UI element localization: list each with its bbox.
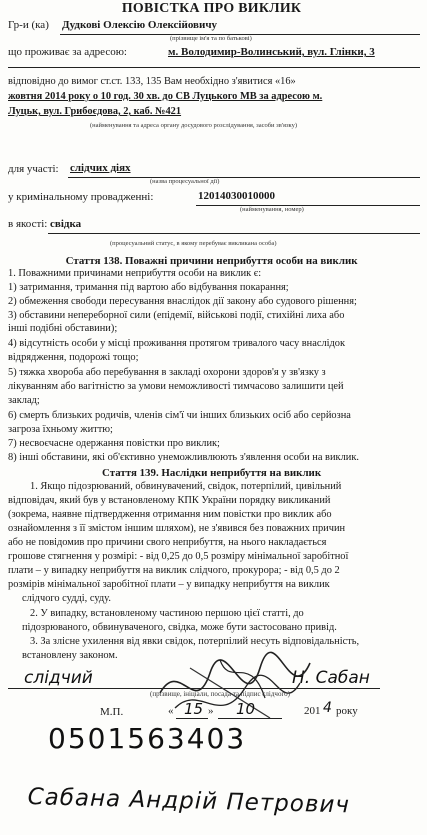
article-138-line: загроза їхньому життю;	[8, 424, 113, 435]
date-day: 15	[184, 700, 204, 718]
document-title: ПОВІСТКА ПРО ВИКЛИК	[121, 1, 302, 16]
date-month-underline	[218, 718, 282, 719]
proceeding-underline	[196, 205, 420, 206]
article-139-line: грошове стягнення у розмірі: - від 0,25 до 0,5 розміру мінімальної заробітної	[8, 551, 349, 562]
addressee-name: Дудкові Олексію Олексійовичу	[62, 19, 218, 31]
capacity-caption: (процесуальний статус, в якому перебуває викликана особа)	[110, 240, 277, 247]
participation-caption: (назва процесуальної дії)	[150, 178, 220, 185]
article-139-line: (зокрема, наявне підтвердження отримання ним повістки про виклик або	[8, 509, 332, 520]
article-139-line: ознайомлення з її змістом іншим шляхом), не з'явився без поважних причин	[8, 523, 346, 534]
date-close-quote: »	[208, 705, 214, 717]
article-139-line: плати – у випадку неприбуття на виклик слідчого, прокурора; - від 0,5 до 2	[8, 565, 340, 576]
article-138-line: відрядження, подорожі тощо;	[8, 352, 139, 363]
article-139-line: відповідач, який був у встановленому КПК України порядку викликаний	[8, 495, 331, 506]
article-138-line: заклад;	[8, 395, 40, 406]
proceeding-caption: (найменування, номер)	[240, 206, 304, 213]
handwritten-name: Сабана Андрій Петрович	[27, 784, 351, 819]
article-138-line: 5) тяжка хвороба або перебування в закладі охорони здоров'я у зв'язку з	[8, 367, 326, 378]
article-138-line: 6) смерть близьких родичів, членів сім'ї чи інших близьких осіб або серйозна	[8, 410, 351, 421]
article-139-line: 2. У випадку, встановленому частиною першою цієї статті, до	[30, 608, 304, 619]
article-139-line: підозрюваного, обвинуваченого, свідка, може бути застосовано привід.	[22, 622, 337, 633]
handwritten-position: слідчий	[24, 668, 93, 688]
date-year-prefix: 201	[304, 705, 321, 717]
article-138-line: 2) обмеження свободи пересування внаслідок дії закону або судового рішення;	[8, 296, 357, 307]
summons-caption: (найменування та адреса органу досудового розслідування, засоби зв'язку)	[90, 122, 298, 129]
article-138-line: 7) несвоєчасне одержання повістки про виклик;	[8, 438, 220, 449]
article-139-line: слідчого судді, суду.	[22, 593, 111, 604]
article-138-line: інші подібні обставини);	[8, 323, 118, 334]
summons-line-2: жовтня 2014 року о 10 год. 30 хв. до СВ Луцького МВ за адресою м.	[8, 91, 323, 102]
article-139-heading: Стаття 139. Наслідки неприбуття на виклик	[102, 467, 322, 479]
article-138-line: 4) відсутність особи у місці проживання протягом тривалого часу внаслідок	[8, 338, 346, 349]
proceeding-number: 12014030010000	[198, 190, 275, 202]
article-138-line: 8) інші обставини, які об'єктивно унеможливлюють з'явлення особи на виклик.	[8, 452, 359, 463]
proceeding-prefix: у кримінальному провадженні:	[8, 191, 154, 203]
capacity-prefix: в якості:	[8, 218, 48, 230]
date-month: 10	[236, 700, 256, 718]
article-139-line: 1. Якщо підозрюваний, обвинувачений, свідок, потерпілий, цивільний	[30, 481, 342, 492]
handwritten-phone: 0501563403	[48, 722, 247, 755]
addressee-caption: (прізвище ім'я та по батькові)	[170, 35, 252, 42]
stamp-label: М.П.	[100, 706, 124, 718]
addressee-prefix: Гр-и (ка)	[8, 19, 49, 31]
summons-line-3: Луцьк, вул. Грибоєдова, 2, каб. №421	[8, 106, 182, 117]
article-138-line: 3) обставини непереборної сили (епідемії, військові події, стихійні лиха або	[8, 310, 345, 321]
handwritten-signature: Н. Сабан	[292, 668, 370, 688]
article-138-line: лікуванням або вагітністю за умови неможливості тимчасово залишити цей	[8, 381, 344, 392]
capacity-value: свідка	[50, 218, 82, 230]
article-139-line: розмірів мінімальної заробітної плати – у випадку неприбуття на виклик	[8, 579, 330, 590]
participation-prefix: для участі:	[8, 163, 59, 175]
capacity-underline	[48, 233, 420, 234]
article-139-line: встановлену законом.	[22, 650, 118, 661]
residence-prefix: що проживає за адресою:	[8, 46, 127, 58]
residence-underline	[8, 67, 420, 68]
article-139-line: або не повідомив про причини свого неприбуття, на нього накладається	[8, 537, 327, 548]
date-open-quote: «	[168, 705, 174, 717]
participation-value: слідчих діях	[70, 162, 131, 174]
participation-underline	[68, 177, 420, 178]
article-138-heading: Стаття 138. Поважні причини неприбуття особи на виклик	[65, 255, 358, 267]
article-138-line: 1. Поважними причинами неприбуття особи на виклик є:	[8, 268, 262, 279]
date-day-underline	[176, 718, 208, 719]
summons-line-1: відповідно до вимог ст.ст. 133, 135 Вам необхідно з'явитися «16»	[8, 76, 296, 87]
article-138-line: 1) затримання, тримання під вартою або відбування покарання;	[8, 282, 289, 293]
date-year-suffix: року	[336, 705, 358, 717]
article-139-line: 3. За злісне ухилення від явки свідок, потерпілий несуть відповідальність,	[30, 636, 360, 647]
signature-caption: (прізвище, ініціали, посада та підпис слідчого)	[150, 690, 290, 698]
date-year-digit: 4	[323, 700, 332, 716]
residence-address: м. Володимир-Волинський, вул. Глінки, 3	[168, 46, 375, 58]
